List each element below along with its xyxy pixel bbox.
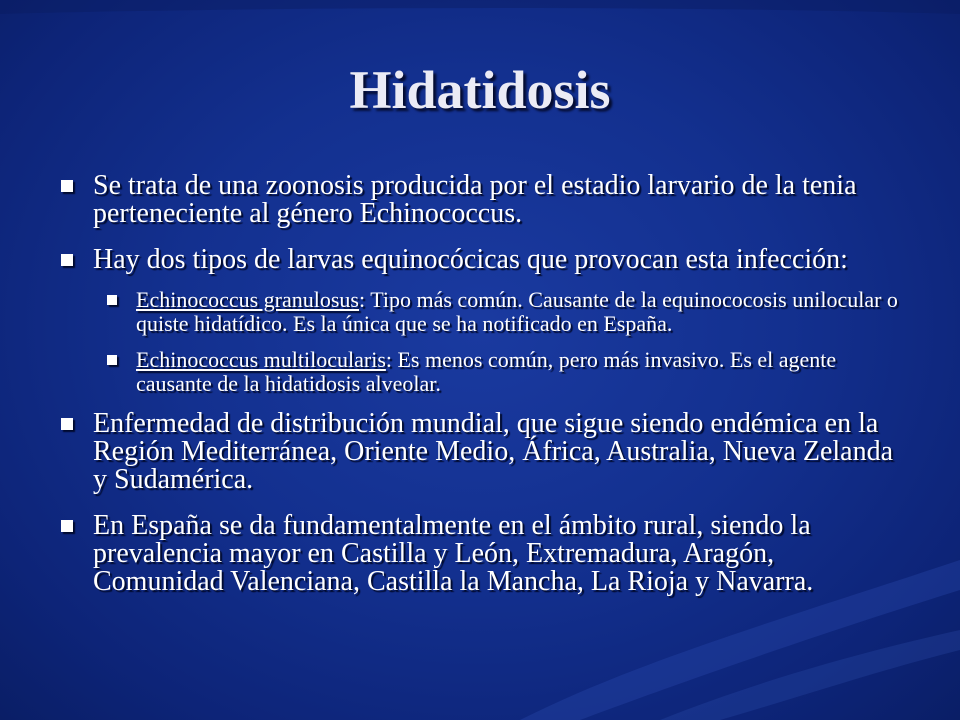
square-bullet-icon: [61, 180, 73, 192]
bullet-item: [60, 246, 905, 274]
square-bullet-icon: [107, 295, 117, 305]
bullet-text: En España se da fundamentalmente en el ámbito rural, siendo la prevalencia mayor en Castilla y León, Extremadura, Aragón, Comunidad Valenciana, Castilla la Mancha, La Rioja y Navarra.: [93, 510, 814, 597]
square-bullet-icon: [61, 254, 73, 266]
sub-bullet-item: [107, 288, 905, 336]
sub-bullet-text: : Es menos común, pero más invasivo. Es el agente causante de la hidatidosis alveolar.: [136, 347, 837, 396]
square-bullet-icon: [61, 520, 73, 532]
bullet-text: Hay dos tipos de larvas equinocócicas que provocan esta infección:: [93, 244, 848, 275]
bullet-item: [60, 512, 905, 596]
bullet-text: Se trata de una zoonosis producida por el estadio larvario de la tenia perteneciente al género Echinococcus.: [93, 170, 857, 229]
bullet-list: [60, 172, 905, 614]
slide-title: Hidatidosis: [349, 60, 611, 120]
sub-bullet-item: [107, 348, 905, 396]
bullet-text: Enfermedad de distribución mundial, que sigue siendo endémica en la Región Mediterránea, Oriente Medio, África, Australia, Nueva Zelanda y Sudamérica.: [93, 408, 894, 495]
square-bullet-icon: [107, 355, 117, 365]
bullet-item: [60, 410, 905, 494]
bullet-item: [60, 172, 905, 228]
species-name: Echinococcus granulosus: [136, 287, 359, 312]
species-name: Echinococcus multilocularis: [136, 347, 386, 372]
square-bullet-icon: [61, 418, 73, 430]
sub-bullet-list: [107, 288, 905, 396]
sub-bullet-text: : Tipo más común. Causante de la equinococosis unilocular o quiste hidatídico. Es la única que se ha notificado en España.: [136, 287, 898, 336]
